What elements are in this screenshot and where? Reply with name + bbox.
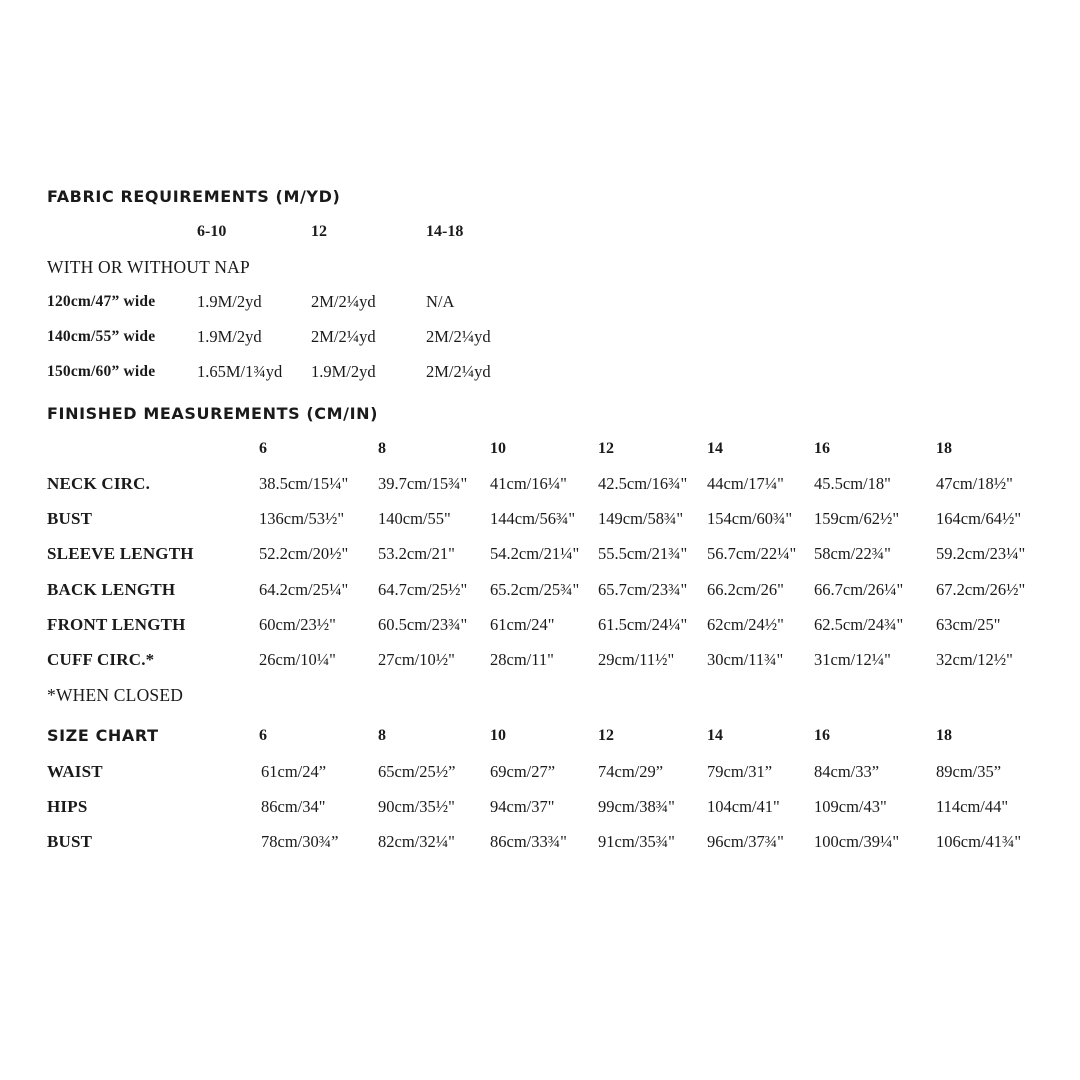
measurement-value: 164cm/64½": [936, 509, 1022, 528]
fabric-value: 1.9M/2yd: [311, 362, 376, 381]
nap-subheading-row: [0, 253, 1080, 281]
measurement-value: 39.7cm/15¾": [378, 474, 468, 493]
size-header: 14: [707, 727, 723, 744]
measurement-value: 42.5cm/16¾": [598, 474, 688, 493]
fabric-size-header-row: [0, 218, 1080, 246]
fabric-value: 2M/2¼yd: [311, 327, 376, 346]
fabric-value: 1.9M/2yd: [197, 327, 262, 346]
measurement-value: 140cm/55": [378, 509, 451, 528]
size-value: 89cm/35”: [936, 762, 1002, 781]
measurement-value: 154cm/60¾": [707, 509, 793, 528]
measurement-label: BUST: [47, 509, 93, 528]
measurement-label: NECK CIRC.: [47, 474, 151, 493]
size-header: 6: [259, 727, 267, 744]
fabric-value: 2M/2¼yd: [426, 327, 491, 346]
measurement-value: 47cm/18½": [936, 474, 1013, 493]
size-header: 12: [598, 440, 614, 457]
size-value: 79cm/31”: [707, 762, 773, 781]
size-value: 86cm/33¾": [490, 832, 567, 851]
footnote-row: [0, 681, 1080, 709]
measurement-value: 30cm/11¾": [707, 650, 784, 669]
size-value: 78cm/30¾”: [261, 832, 339, 851]
measurement-value: 54.2cm/21¼": [490, 544, 580, 563]
measurement-label: BACK LENGTH: [47, 580, 176, 599]
finished-measurements-title: FINISHED MEASUREMENTS (CM/IN): [47, 404, 379, 423]
measurement-value: 67.2cm/26½": [936, 580, 1026, 599]
size-value: 104cm/41": [707, 797, 780, 816]
size-chart-title: SIZE CHART: [47, 726, 159, 745]
measurement-value: 159cm/62½": [814, 509, 900, 528]
size-label: BUST: [47, 832, 93, 851]
measurement-value: 60cm/23½": [259, 615, 336, 634]
size-header: 6: [259, 440, 267, 457]
size-header: 16: [814, 727, 830, 744]
measurement-value: 55.5cm/21¾": [598, 544, 688, 563]
size-value: 109cm/43": [814, 797, 887, 816]
size-value: 74cm/29”: [598, 762, 664, 781]
size-chart-header-row: [0, 722, 1080, 750]
size-header: 18: [936, 727, 952, 744]
size-value: 96cm/37¾": [707, 832, 784, 851]
size-row-waist: [0, 758, 1080, 786]
measurement-value: 27cm/10½": [378, 650, 455, 669]
measurement-value: 65.7cm/23¾": [598, 580, 688, 599]
size-header: 12: [598, 727, 614, 744]
size-label: WAIST: [47, 762, 103, 781]
measurement-value: 52.2cm/20½": [259, 544, 349, 563]
measurement-value: 53.2cm/21": [378, 544, 455, 563]
measurement-value: 66.2cm/26": [707, 580, 784, 599]
measurement-label: CUFF CIRC.*: [47, 650, 155, 669]
fabric-row: [0, 323, 1080, 351]
measurement-row-bust: [0, 505, 1080, 533]
size-row-bust: [0, 828, 1080, 856]
finished-size-header-row: [0, 435, 1080, 463]
nap-subheading: WITH OR WITHOUT NAP: [47, 257, 250, 277]
fabric-row: [0, 288, 1080, 316]
measurement-value: 61.5cm/24¼": [598, 615, 688, 634]
size-header: 14-18: [426, 223, 464, 240]
size-value: 94cm/37": [490, 797, 555, 816]
size-header: 8: [378, 727, 386, 744]
measurement-label: FRONT LENGTH: [47, 615, 186, 634]
size-value: 100cm/39¼": [814, 832, 900, 851]
measurement-value: 45.5cm/18": [814, 474, 891, 493]
size-row-hips: [0, 793, 1080, 821]
measurement-value: 32cm/12½": [936, 650, 1013, 669]
size-header: 10: [490, 440, 506, 457]
measurement-value: 64.7cm/25½": [378, 580, 468, 599]
measurement-value: 65.2cm/25¾": [490, 580, 580, 599]
measurement-value: 136cm/53½": [259, 509, 345, 528]
fabric-row: [0, 358, 1080, 386]
fabric-requirements-title: FABRIC REQUIREMENTS (M/YD): [47, 187, 341, 206]
measurement-value: 38.5cm/15¼": [259, 474, 349, 493]
measurement-value: 66.7cm/26¼": [814, 580, 904, 599]
size-value: 82cm/32¼": [378, 832, 455, 851]
size-value: 61cm/24”: [261, 762, 327, 781]
measurement-row-front: [0, 611, 1080, 639]
size-value: 84cm/33”: [814, 762, 880, 781]
footnote: *WHEN CLOSED: [47, 685, 184, 705]
measurement-value: 149cm/58¾": [598, 509, 684, 528]
measurement-value: 144cm/56¾": [490, 509, 576, 528]
fabric-width-label: 140cm/55” wide: [47, 328, 156, 345]
measurement-value: 41cm/16¼": [490, 474, 567, 493]
fabric-value: 2M/2¼yd: [426, 362, 491, 381]
size-value: 65cm/25½”: [378, 762, 456, 781]
measurement-value: 61cm/24": [490, 615, 555, 634]
measurement-value: 62cm/24½": [707, 615, 784, 634]
measurement-value: 28cm/11": [490, 650, 554, 669]
measurement-value: 64.2cm/25¼": [259, 580, 349, 599]
measurement-row-back: [0, 576, 1080, 604]
size-value: 99cm/38¾": [598, 797, 675, 816]
size-value: 86cm/34": [261, 797, 326, 816]
size-value: 106cm/41¾": [936, 832, 1022, 851]
size-header: 16: [814, 440, 830, 457]
fabric-width-label: 150cm/60” wide: [47, 363, 156, 380]
measurement-value: 26cm/10¼": [259, 650, 336, 669]
measurement-value: 63cm/25": [936, 615, 1001, 634]
measurement-value: 59.2cm/23¼": [936, 544, 1026, 563]
size-value: 91cm/35¾": [598, 832, 675, 851]
size-value: 114cm/44": [936, 797, 1009, 816]
size-header: 14: [707, 440, 723, 457]
measurement-label: SLEEVE LENGTH: [47, 544, 194, 563]
measurement-row-sleeve: [0, 540, 1080, 568]
size-header: 12: [311, 223, 327, 240]
fabric-value: 1.65M/1¾yd: [197, 362, 283, 381]
measurement-row-neck: [0, 470, 1080, 498]
size-header: 8: [378, 440, 386, 457]
size-header: 18: [936, 440, 952, 457]
measurement-value: 44cm/17¼": [707, 474, 784, 493]
measurement-value: 31cm/12¼": [814, 650, 891, 669]
measurement-value: 58cm/22¾": [814, 544, 891, 563]
fabric-value: 1.9M/2yd: [197, 292, 262, 311]
size-header: 6-10: [197, 223, 227, 240]
size-value: 69cm/27”: [490, 762, 556, 781]
measurement-value: 56.7cm/22¼": [707, 544, 797, 563]
measurement-row-cuff: [0, 646, 1080, 674]
size-value: 90cm/35½": [378, 797, 455, 816]
fabric-value: N/A: [426, 292, 455, 311]
size-header: 10: [490, 727, 506, 744]
size-label: HIPS: [47, 797, 88, 816]
fabric-width-label: 120cm/47” wide: [47, 293, 156, 310]
measurement-value: 60.5cm/23¾": [378, 615, 468, 634]
measurement-value: 29cm/11½": [598, 650, 675, 669]
fabric-value: 2M/2¼yd: [311, 292, 376, 311]
measurement-value: 62.5cm/24¾": [814, 615, 904, 634]
